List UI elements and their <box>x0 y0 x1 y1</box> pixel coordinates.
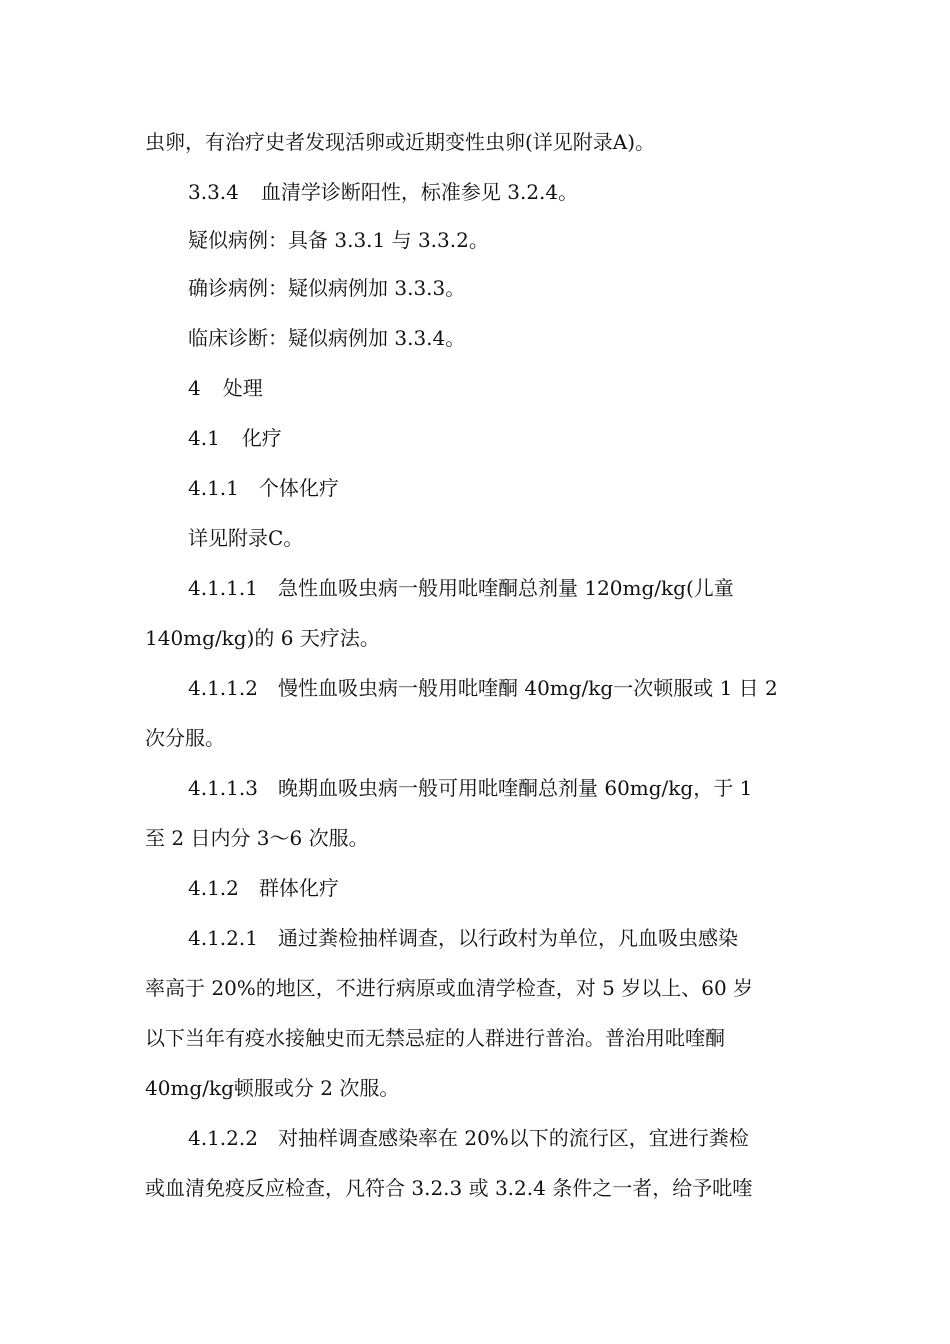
section-number: 4.1.1.2 <box>188 676 258 700</box>
text-line: 率高于 20%的地区，不进行病原或血清学检查，对 5 岁以上、60 岁 <box>145 976 754 1000</box>
text-line: 至 2 日内分 3～6 次服。 <box>145 826 369 850</box>
text-line: 详见附录C。 <box>188 526 304 550</box>
section-number: 4.1 <box>188 426 220 450</box>
section-number: 4.1.2.1 <box>188 926 258 950</box>
section-number: 4.1.2 <box>188 876 239 900</box>
section-number: 4.1.1.1 <box>188 576 258 600</box>
section-line-4-1-1-2: 4.1.1.2 慢性血吸虫病一般用吡喹酮 40mg/kg一次顿服或 1 日 2 <box>188 676 778 700</box>
text-line: 以下当年有疫水接触史而无禁忌症的人群进行普治。普治用吡喹酮 <box>145 1026 725 1050</box>
section-number: 4.1.1.3 <box>188 776 258 800</box>
section-number: 3.3.4 <box>188 180 239 204</box>
section-heading-4-1: 4.1 化疗 <box>188 426 282 450</box>
text-line: 疑似病例：具备 3.3.1 与 3.3.2。 <box>188 228 489 252</box>
text-line: 140mg/kg)的 6 天疗法。 <box>145 626 380 650</box>
section-line-4-1-1-1: 4.1.1.1 急性血吸虫病一般用吡喹酮总剂量 120mg/kg(儿童 <box>188 576 734 600</box>
section-number: 4.1.2.2 <box>188 1126 258 1150</box>
section-line-4-1-1-3: 4.1.1.3 晚期血吸虫病一般可用吡喹酮总剂量 60mg/kg，于 1 <box>188 776 753 800</box>
text-line: 40mg/kg顿服或分 2 次服。 <box>145 1076 400 1100</box>
text-line: 临床诊断：疑似病例加 3.3.4。 <box>188 326 466 350</box>
section-line-4-1-2-2: 4.1.2.2 对抽样调查感染率在 20%以下的流行区，宜进行粪检 <box>188 1126 749 1150</box>
text-line: 次分服。 <box>145 726 225 750</box>
section-heading-4-1-2: 4.1.2 群体化疗 <box>188 876 339 900</box>
section-number: 4 <box>188 376 201 400</box>
section-heading-4: 4 处理 <box>188 376 263 400</box>
section-heading-4-1-1: 4.1.1 个体化疗 <box>188 476 339 500</box>
text-line: 确诊病例：疑似病例加 3.3.3。 <box>188 276 466 300</box>
section-number: 4.1.1 <box>188 476 239 500</box>
text-line: 或血清免疫反应检查，凡符合 3.2.3 或 3.2.4 条件之一者，给予吡喹 <box>145 1176 753 1200</box>
text-line: 虫卵，有治疗史者发现活卵或近期变性虫卵(详见附录A)。 <box>145 130 656 154</box>
section-line-3-3-4: 3.3.4 血清学诊断阳性，标准参见 3.2.4。 <box>188 180 579 204</box>
section-line-4-1-2-1: 4.1.2.1 通过粪检抽样调查，以行政村为单位，凡血吸虫感染 <box>188 926 738 950</box>
